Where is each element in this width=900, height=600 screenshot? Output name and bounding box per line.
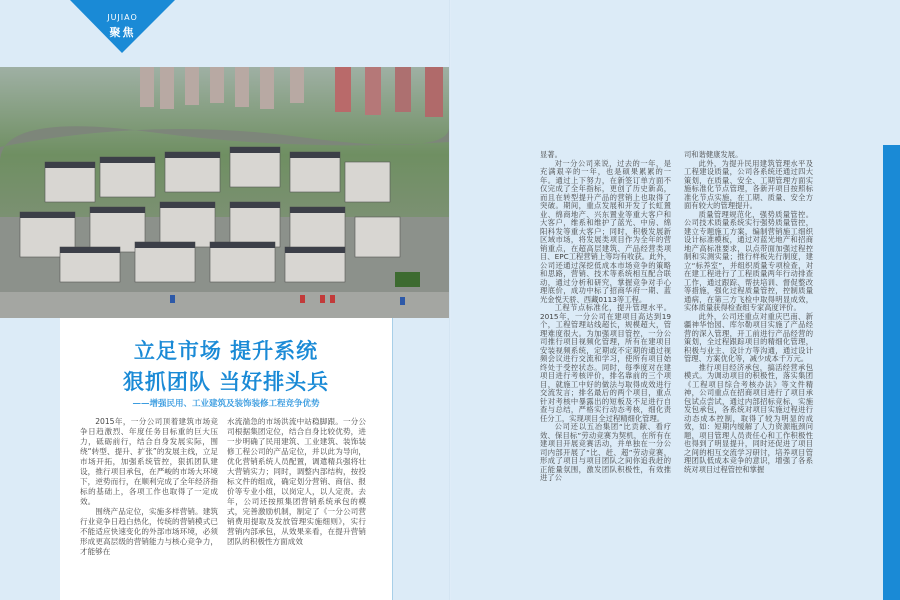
paragraph: 水流湍急的市场洪流中站稳脚跟。一分公司根据集团定位，结合自身比较优势，进一步明确了民用建筑、工业建筑、装饰装修工程公司的产品定位，并以此为导向，优化营销系统人员配置，调遣精兵强将壮大营销实力；同时，调整内部结构，按投标文件的组成，确定划分营销、商信、报价等专业小组，以岗定人，以人定责。去年，公司还按照集团营销系统承包的模式，完善激励机制，制定了《一分公司营销费用提取及发放管理实施细则》，实行营销内部承包，从效果来看，在提升营销团队的积极性方面成效 (227, 417, 366, 546)
page-edge-accent-bar (883, 145, 900, 600)
aerial-photo (0, 67, 449, 318)
article-title-line2: 狠抓团队 当好排头兵 (122, 369, 330, 394)
paragraph: 此外，为提升民用建筑管理水平及工程建设质量，公司各系统还通过四大策划，在质量、安全、工期管理方面实施标准化节点管理，各新开项目按照标准化节点实施，在工期、质量、安全方面有较大的管理提升。 (684, 158, 813, 210)
paragraph: 对一分公司来说，过去的一年，是充满艰辛的一年，也是硕果累累的一年。通过上下努力，在新签订单方面不仅完成了全年指标，更创了历史新高，而且在转型提升产品的营销上也取得了突破。期间，重点发展和开发了长虹置业、绵商地产、兴东置业等重大客户和大客户，维系和维护了蓝光、中房、绵阳科发等重大客户；同时，积极发展新区域市场，将发展类项目作为全年的营销重点，在超高层建筑、产品经营类项目、EPC工程营销上等均有收获。此外，公司还通过深挖低成本市场竞争的策略和思路，营销、技术等系统相互配合联动，通过分析和研究，掌握竞争对手心理底价，成功中标了招商华府一期、蓝光金悦天骄、西藏0113等工程。 (540, 158, 671, 304)
article-intro-panel (60, 318, 393, 600)
section-tag-en: JUJIAO (107, 13, 138, 22)
paragraph: 工程节点标准化，提升管理水平。2015年，一分公司在建项目高达到19个，工程管理站线超长，规模超大，管理难度很大。为加强项目管控，一分公司推行项目视频化管理，所有在建项目安装视频系统，定期或不定期的通过视频会议进行交流和学习，使所有项目始终处于受控状态。同时，每季度对在建项目进行考核评价，排名靠前的三个项目，就施工中好的做法与取得成效进行交流发言；排名最后的两个项目，重点针对考核中暴露出的短板及不足进行自查与总结，严格实行动态考核，细化责任分工，实现项目全过程精细化管理。 (540, 303, 671, 423)
paragraph: 2015年，一分公司顶着建筑市场竞争日趋激烈、年度任务目标重的巨大压力，砥砺前行，结合自身发展实际，围绕“转型、提升、扩张”的发展主线，立足市场开拓，加强系统管控，狠抓团队建设，推行项目承包，在严峻的市场大环境下，逆势而行，在顺利完成了全年经济指标的基础上，各项工作也取得了一定成效。 (80, 417, 218, 506)
paragraph: 推行项目经济承包，搞活经营承包模式。为调动项目的积极性，落实集团《工程项目综合考核办法》等文件精神，公司重点在招商项目进行了项目承包试点尝试，通过内部招标竞标，实施发包承包，各系统对项目实施过程进行动态成本控制，取得了较为明显的成效，如：短期内缓解了人力资源瓶颈问题，项目管理人员责任心和工作积极性也得到了明显提升，同时还促进了项目之间的相互交流学习研讨，培养项目管理团队低成本竞争的意识，增强了各系统对项目过程管控和掌握 (684, 362, 813, 474)
section-tag-cn: 聚焦 (109, 26, 136, 39)
article-title-line1: 立足市场 提升系统 (133, 338, 319, 363)
article-subtitle: ——增强民用、工业建筑及装饰装修工程竞争优势 (132, 399, 320, 409)
paragraph: 此外，公司还重点对重庆巴南、新疆神华怡园、库尔勒项目实施了产品经营的深入管理，开工前进行产品经营的策划，全过程跟踪项目的精细化管理，积极与业主、设计方等沟通，通过设计管理、方案优化等，减少成本千万元。 (684, 311, 813, 363)
paragraph: 质量管理规范化，强势质量管控。公司技术质量系统实行强势质量管控，建立专题施工方案，编制营销施工细织设计标准模板，通过对蓝光地产和招商地产高标准要求，以点带面加强过程控制和实测实量；推行样板先行制度，建立“标养室”，并组织质量专项检查，对在建工程进行了工程质量两年行动排查工作，通过跟踪、帮扶培训、督促整改等措施，强化过程质量管控，控制质量通病，在第三方飞检中取得明显成效，实体质量获得检查组专家高度评价。 (684, 209, 813, 312)
body-column-right-1 (540, 151, 671, 483)
page-spine (449, 0, 451, 600)
body-column-left-2 (227, 417, 366, 547)
paragraph: 显著。 (540, 150, 562, 159)
paragraph: 司和谐健康发展。 (684, 150, 743, 159)
paragraph: 公司还以五冶集团“比贡献、看疗效、保目标”劳动竞赛为契机，在所有在建项目开展竞赛活动，并单独在一分公司内部开展了“比、赶、超”劳动竞赛，形成了项目与项目团队之间你追我赶的正能量氛围，激发团队积极性，有效推进了公 (540, 422, 671, 482)
body-column-left-1 (80, 417, 218, 557)
body-column-right-2 (684, 151, 813, 474)
section-tag (70, 0, 175, 53)
paragraph: 围绕产品定位，实施多样营销。建筑行业竞争日趋白热化，传统的营销模式已不能适应快速变化的外部市场环境，必须形成更高层级的营销能力与核心竞争力，才能够在 (80, 507, 218, 556)
